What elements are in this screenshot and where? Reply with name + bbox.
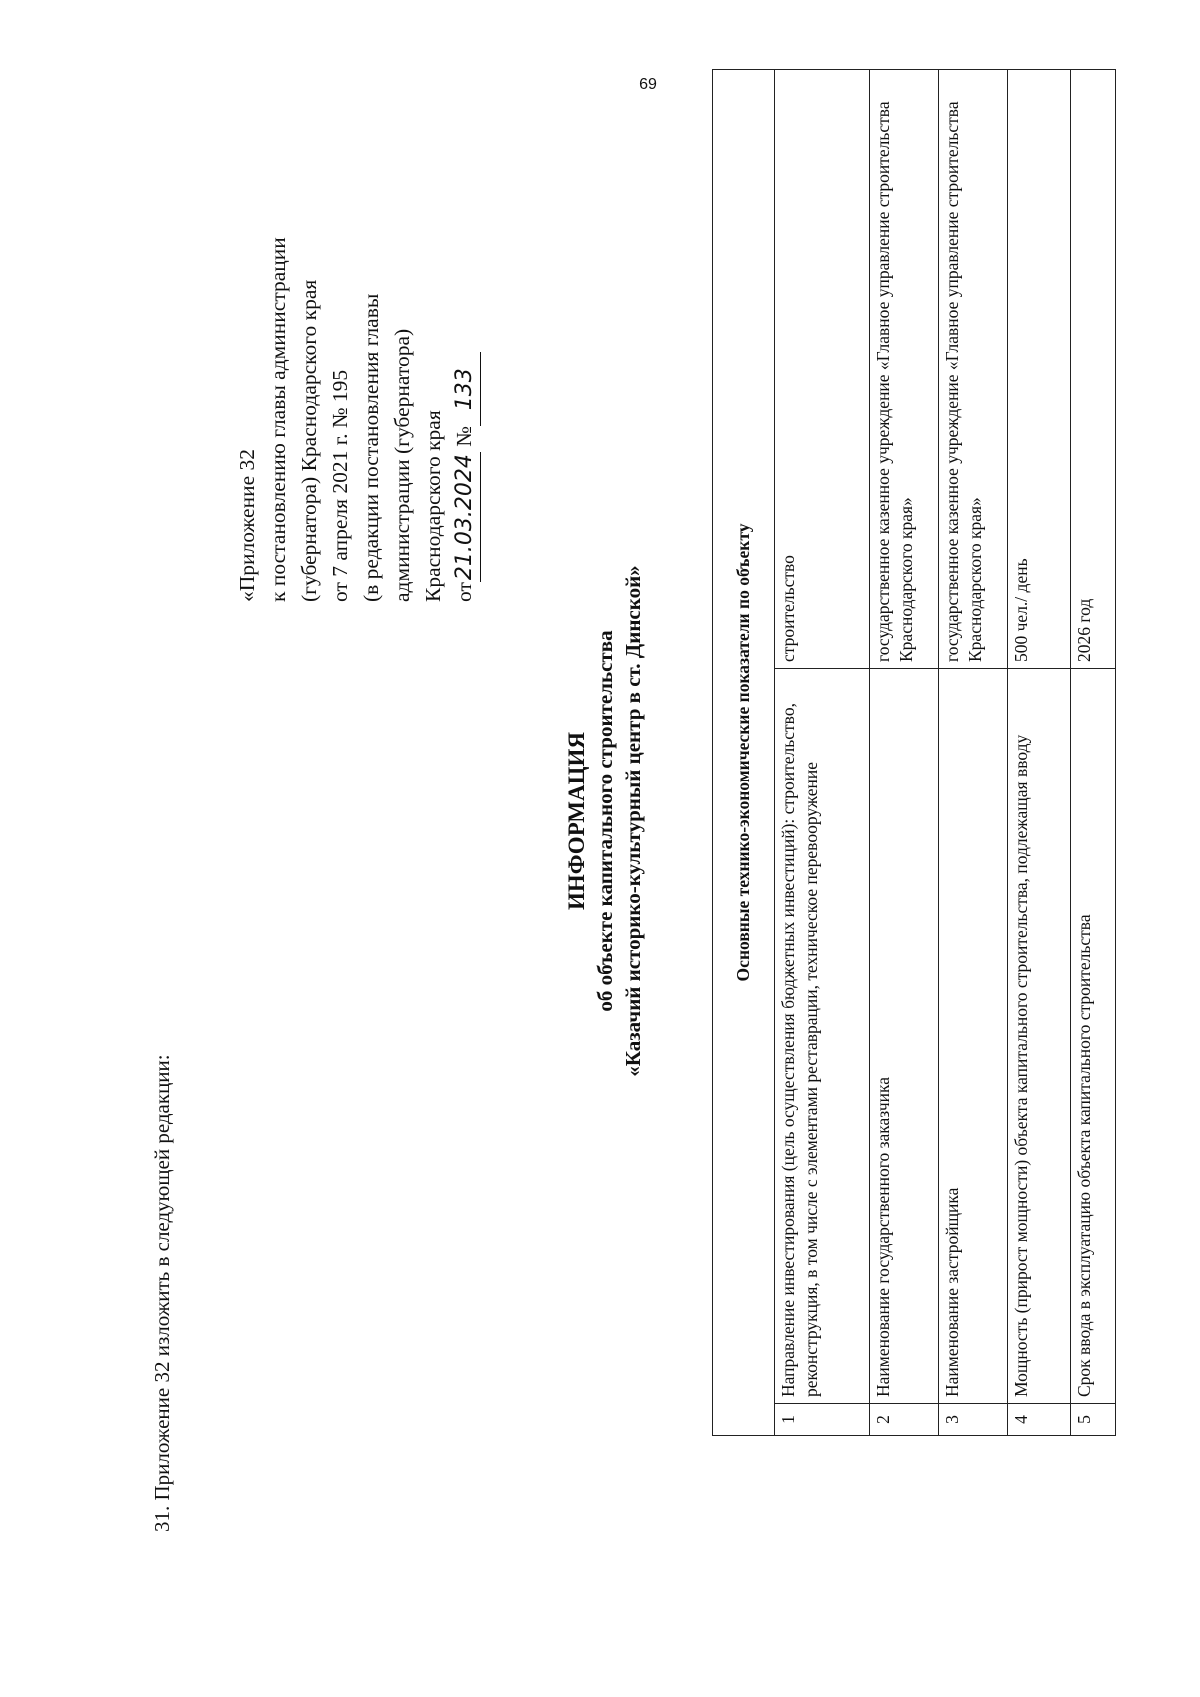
table-row (869, 69, 938, 1435)
appendix-line: от 7 апреля 2021 г. № 195 (328, 369, 352, 602)
row-label: Мощность (прирост мощности) объекта капитального строительства, подлежащая вводу (1007, 669, 1070, 1404)
row-number: 4 (1007, 1404, 1070, 1436)
title-main: ИНФОРМАЦИЯ (564, 731, 589, 911)
appendix-line: к постановлению главы администрации (266, 237, 290, 602)
appendix-date-line (449, 237, 481, 602)
table-header: Основные технико-экономические показатели по объекту (713, 69, 775, 1435)
appendix-line: администрации (губернатора) (390, 328, 414, 602)
date-prefix: от (452, 582, 476, 602)
row-value: государственное казенное учреждение «Главное управление строительства Краснодарского края» (869, 69, 938, 668)
indicators-table (712, 69, 1116, 1436)
table-header-row (713, 69, 775, 1435)
table-row (1070, 69, 1115, 1435)
row-value: строительство (774, 69, 869, 668)
table-row (774, 69, 869, 1435)
appendix-line: (губернатора) Краснодарского края (297, 279, 321, 602)
appendix-line: Краснодарского края (421, 410, 445, 602)
title-line: об объекте капитального строительства (593, 630, 617, 1012)
row-value: 500 чел./ день (1007, 69, 1070, 668)
appendix-line: «Приложение 32 (235, 448, 259, 602)
handwritten-number: 133 (449, 352, 481, 426)
row-value: 2026 год (1070, 69, 1115, 668)
document-title (563, 70, 647, 1572)
table-row (938, 69, 1007, 1435)
row-label: Наименование застройщика (938, 669, 1007, 1404)
appendix-line: (в редакции постановления главы (359, 293, 383, 602)
row-number: 2 (869, 1404, 938, 1436)
intro-text: 31. Приложение 32 изложить в следующей редакции: (150, 1054, 174, 1532)
table-row (1007, 69, 1070, 1435)
row-number: 5 (1070, 1404, 1115, 1436)
row-label: Срок ввода в эксплуатацию объекта капитального строительства (1070, 669, 1115, 1404)
rotated-content (150, 70, 1098, 1572)
appendix-reference (232, 237, 481, 602)
page-number: 69 (639, 76, 657, 93)
row-label: Наименование государственного заказчика (869, 669, 938, 1404)
row-number: 3 (938, 1404, 1007, 1436)
number-sign: № (452, 426, 476, 447)
handwritten-date: 21.03.2024 (449, 452, 481, 582)
row-number: 1 (774, 1404, 869, 1436)
row-label: Направление инвестирования (цель осуществления бюджетных инвестиций): строительство, реконструкция, в том числе с элементами реставрации, техническое перевооружение (774, 669, 869, 1404)
title-line: «Казачий историко-культурный центр в ст. Динской» (621, 565, 645, 1077)
row-value: государственное казенное учреждение «Главное управление строительства Краснодарского края» (938, 69, 1007, 668)
